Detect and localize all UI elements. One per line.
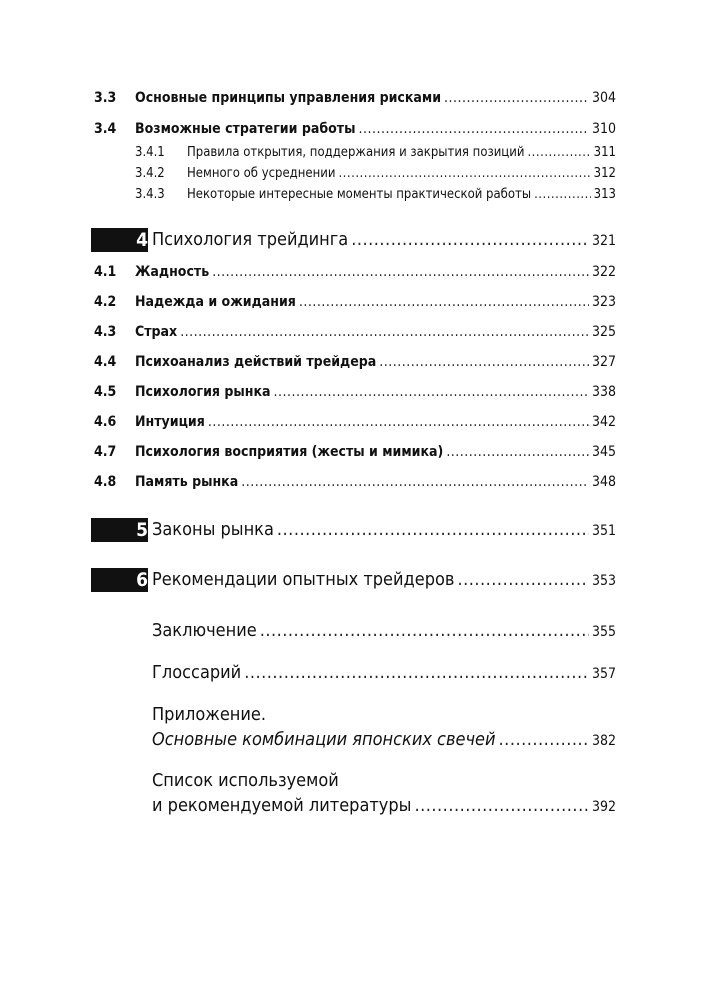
page-number: 321 <box>591 233 616 249</box>
page-number: 357 <box>591 666 616 682</box>
dot-leader <box>180 324 589 340</box>
page-number: 325 <box>591 324 616 340</box>
backmatter-title-line2: и рекомендуемой литературы <box>152 795 412 816</box>
subsection-number: 3.4.3 <box>135 187 165 202</box>
page-number: 392 <box>591 799 616 815</box>
chapter-title: Законы рынка <box>152 519 274 540</box>
toc-chapter-6[interactable] <box>0 568 702 592</box>
page-number: 310 <box>591 121 616 137</box>
dot-leader <box>499 729 589 750</box>
dot-leader <box>338 166 590 181</box>
page-number: 351 <box>591 523 616 539</box>
dot-leader <box>379 354 589 370</box>
dot-leader <box>351 228 589 252</box>
page-number: 338 <box>591 384 616 400</box>
dot-leader <box>457 568 589 592</box>
chapter-title: Психология трейдинга <box>152 229 349 250</box>
dot-leader <box>527 145 590 160</box>
section-title: Жадность <box>135 264 210 280</box>
dot-leader <box>241 474 589 490</box>
dot-leader <box>274 384 589 400</box>
page-number: 323 <box>591 294 616 310</box>
section-title: Основные принципы управления рисками <box>135 90 442 106</box>
section-title: Психология восприятия (жесты и мимика) <box>135 444 444 460</box>
page-number: 342 <box>591 414 616 430</box>
subsection-title: Некоторые интересные моменты практической работы <box>187 187 532 202</box>
section-number: 4.2 <box>94 294 117 310</box>
backmatter-title-line2: Основные комбинации японских свечей <box>152 729 496 750</box>
dot-leader <box>260 620 589 641</box>
dot-leader <box>277 518 589 542</box>
toc-chapter-4[interactable] <box>0 228 702 252</box>
toc-chapter-5[interactable] <box>0 518 702 542</box>
page-number: 345 <box>591 444 616 460</box>
page-number: 382 <box>591 733 616 749</box>
toc-appendix[interactable] <box>0 704 702 754</box>
section-number: 4.7 <box>94 444 117 460</box>
backmatter-title: Глоссарий <box>152 662 242 683</box>
section-number: 4.5 <box>94 384 117 400</box>
section-number: 3.3 <box>94 90 117 106</box>
page-number: 311 <box>593 145 616 160</box>
section-number: 4.6 <box>94 414 117 430</box>
dot-leader <box>446 444 589 460</box>
section-title: Страх <box>135 324 178 340</box>
chapter-number: 5 <box>136 519 148 541</box>
subsection-title: Правила открытия, поддержания и закрытия позиций <box>187 145 525 160</box>
dot-leader <box>358 121 588 137</box>
section-number: 4.4 <box>94 354 117 370</box>
dot-leader <box>208 414 589 430</box>
section-title: Психология рынка <box>135 384 271 400</box>
section-number: 4.8 <box>94 474 117 490</box>
section-title: Возможные стратегии работы <box>135 121 356 137</box>
page-number: 304 <box>591 90 616 106</box>
chapter-number: 4 <box>136 229 148 251</box>
page-number: 355 <box>591 624 616 640</box>
page-number: 312 <box>593 166 616 181</box>
dot-leader <box>444 90 589 106</box>
subsection-title: Немного об усреднении <box>187 166 336 181</box>
dot-leader <box>244 662 589 683</box>
page-number: 313 <box>593 187 616 202</box>
section-title: Надежда и ожидания <box>135 294 296 310</box>
dot-leader <box>534 187 591 202</box>
page-number: 353 <box>591 573 616 589</box>
dot-leader <box>299 294 589 310</box>
chapter-title: Рекомендации опытных трейдеров <box>152 569 455 590</box>
section-title: Интуиция <box>135 414 205 430</box>
section-number: 4.1 <box>94 264 117 280</box>
dot-leader <box>212 264 589 280</box>
page-number: 322 <box>591 264 616 280</box>
page-number: 348 <box>591 474 616 490</box>
subsection-number: 3.4.2 <box>135 166 165 181</box>
section-title: Психоанализ действий трейдера <box>135 354 377 370</box>
backmatter-title: Заключение <box>152 620 257 641</box>
dot-leader <box>414 795 588 816</box>
backmatter-title-line1: Приложение. <box>152 704 267 725</box>
toc-literature[interactable] <box>0 770 702 820</box>
subsection-number: 3.4.1 <box>135 145 165 160</box>
section-number: 3.4 <box>94 121 117 137</box>
section-title: Память рынка <box>135 474 239 490</box>
backmatter-title-line1: Список используемой <box>152 770 339 791</box>
section-number: 4.3 <box>94 324 117 340</box>
page-number: 327 <box>591 354 616 370</box>
chapter-number: 6 <box>136 569 148 591</box>
